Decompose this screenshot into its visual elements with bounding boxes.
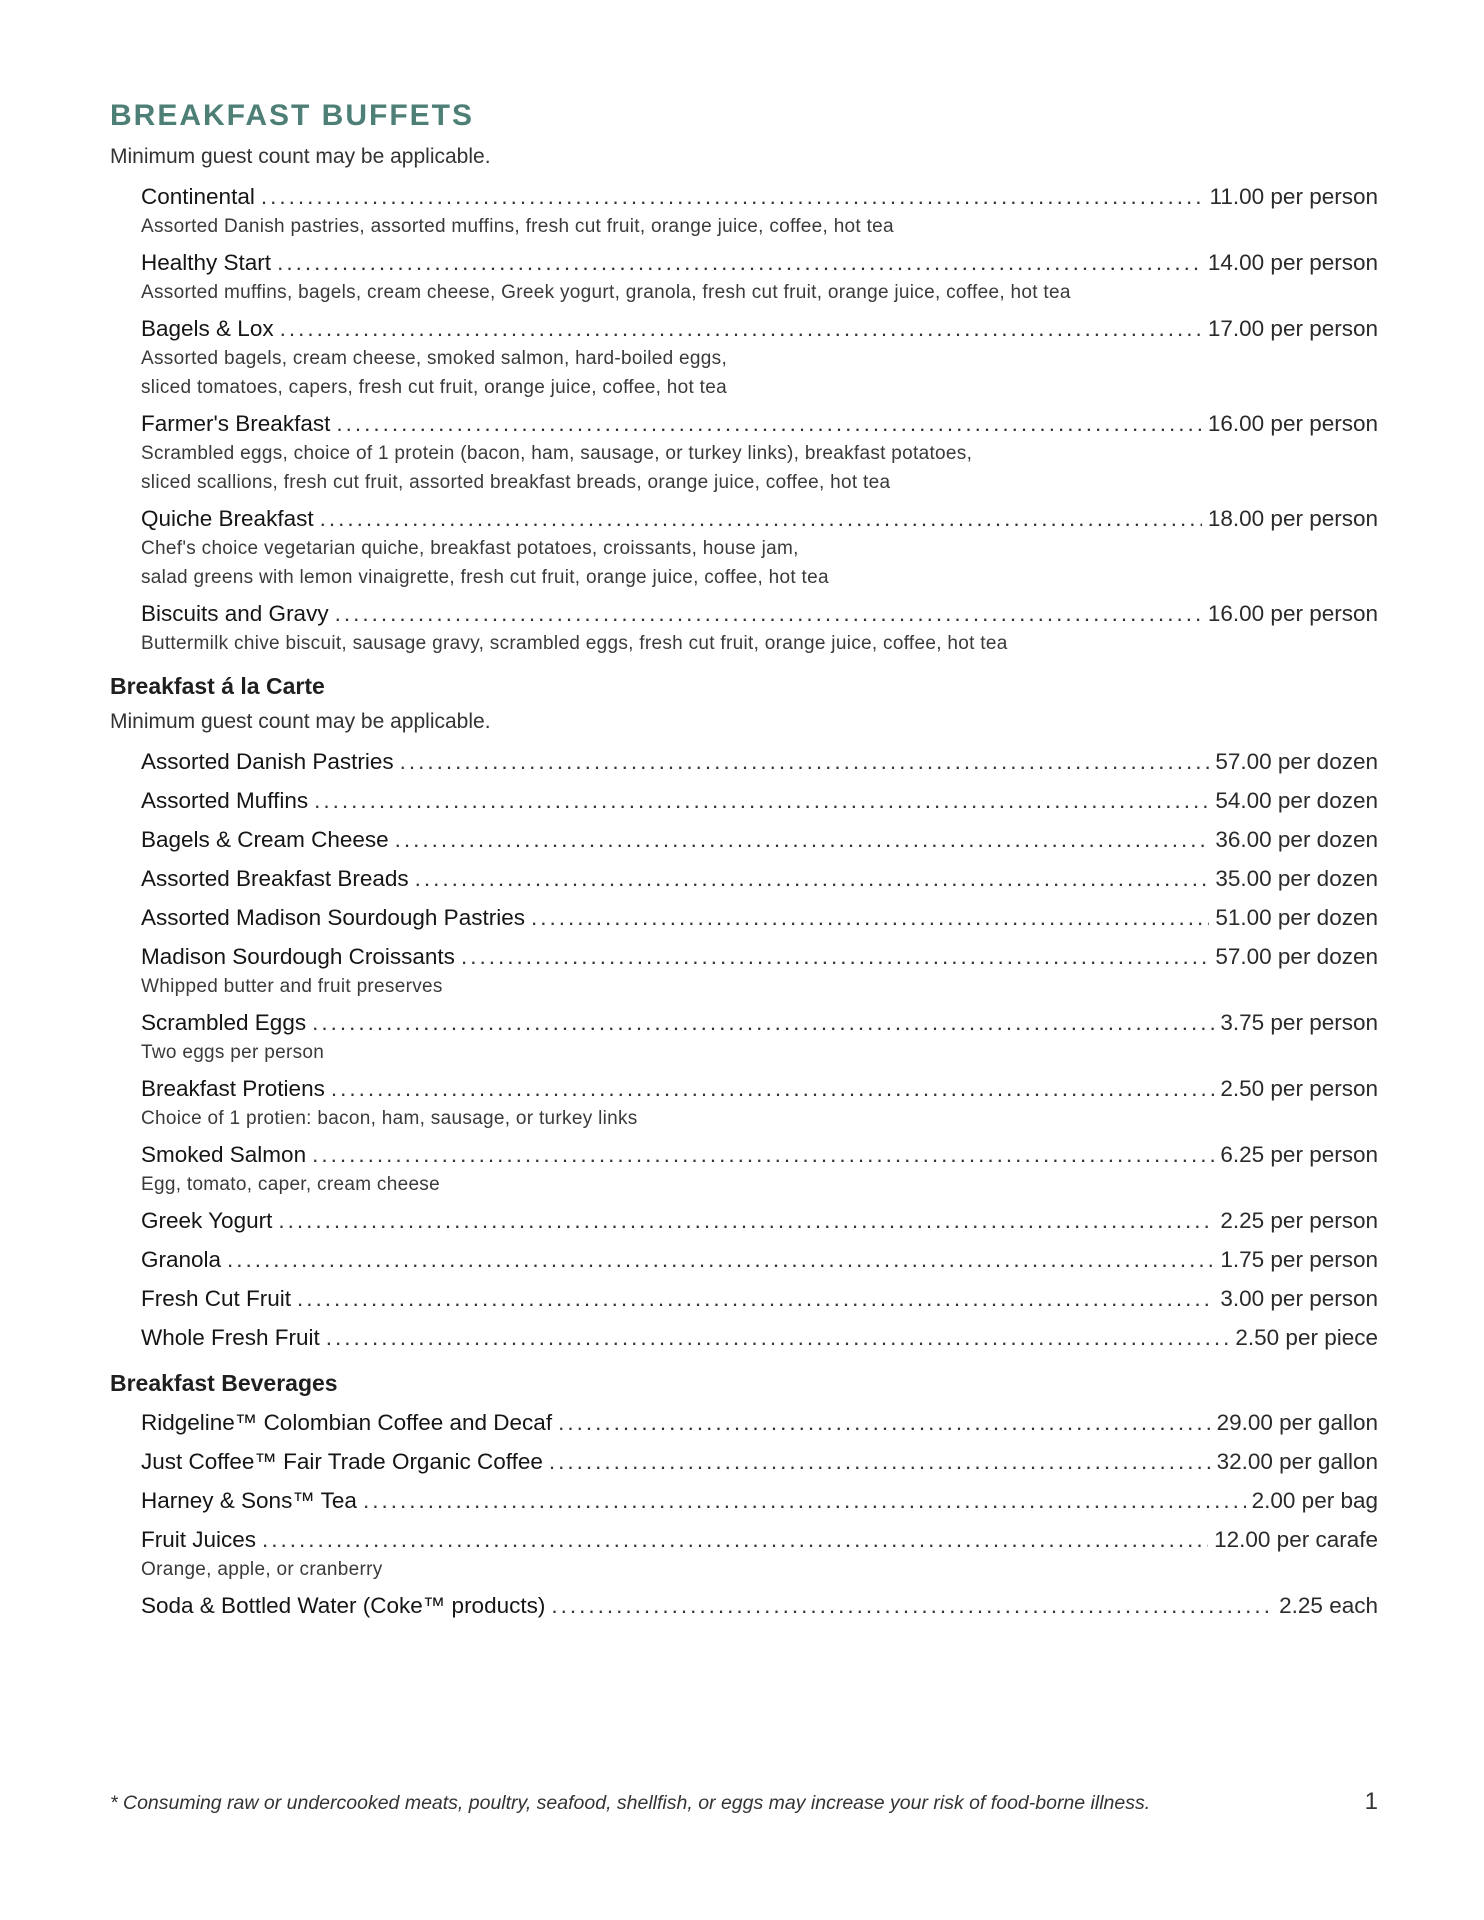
menu-item-price: 51.00 per dozen: [1215, 905, 1378, 930]
menu-item: [141, 500, 1378, 593]
menu-item-row: [141, 1443, 1378, 1480]
menu-item: [141, 1241, 1378, 1278]
menu-item: [141, 938, 1378, 1002]
dot-leader: [331, 1070, 1215, 1107]
dot-leader: [336, 405, 1202, 442]
menu-item-name: Bagels & Lox: [141, 316, 274, 341]
menu-item-row: [141, 782, 1378, 819]
menu-item-price: 3.75 per person: [1220, 1010, 1378, 1035]
menu-item-description: salad greens with lemon vinaigrette, fresh cut fruit, orange juice, coffee, hot tea: [141, 567, 829, 588]
dot-leader: [549, 1443, 1211, 1480]
page-number: 1: [1364, 1788, 1378, 1815]
dot-leader: [261, 178, 1204, 215]
beverages-section: [110, 1366, 1378, 1624]
menu-item: [141, 743, 1378, 780]
dot-leader: [312, 1136, 1214, 1173]
menu-item-description: sliced scallions, fresh cut fruit, assorted breakfast breads, orange juice, coffee, hot tea: [141, 472, 891, 493]
menu-item-price: 14.00 per person: [1207, 250, 1378, 275]
menu-item-description: Egg, tomato, caper, cream cheese: [141, 1174, 440, 1195]
menu-item-price: 2.25 per person: [1220, 1208, 1378, 1233]
menu-item-price: 35.00 per dozen: [1215, 866, 1378, 891]
menu-item: [141, 899, 1378, 936]
menu-item-name: Granola: [141, 1247, 222, 1272]
menu-item-price: 36.00 per dozen: [1215, 827, 1378, 852]
buffets-items: [110, 178, 1378, 659]
menu-item-description: Two eggs per person: [141, 1042, 325, 1063]
menu-item-name: Ridgeline™ Colombian Coffee and Decaf: [141, 1410, 553, 1435]
menu-item-name: Bagels & Cream Cheese: [141, 827, 389, 852]
menu-item-row: [141, 1521, 1378, 1558]
menu-item-row: [141, 178, 1378, 215]
dot-leader: [415, 860, 1210, 897]
menu-item-name: Harney & Sons™ Tea: [141, 1488, 357, 1513]
menu-item-price: 54.00 per dozen: [1215, 788, 1378, 813]
dot-leader: [280, 310, 1202, 347]
menu-item-row: [141, 405, 1378, 442]
alacarte-title: Breakfast á la Carte: [110, 673, 325, 699]
menu-item-description: Orange, apple, or cranberry: [141, 1559, 383, 1580]
menu-item-row: [141, 821, 1378, 858]
menu-item-description: Assorted Danish pastries, assorted muffins, fresh cut fruit, orange juice, coffee, hot tea: [141, 216, 894, 237]
menu-item-price: 11.00 per person: [1209, 184, 1378, 209]
menu-item-price: 3.00 per person: [1220, 1286, 1378, 1311]
menu-item: [141, 1070, 1378, 1134]
dot-leader: [461, 938, 1209, 975]
page-footer: [110, 1788, 1378, 1816]
menu-item-name: Fresh Cut Fruit: [141, 1286, 292, 1311]
menu-item: [141, 1587, 1378, 1624]
menu-item-name: Greek Yogurt: [141, 1208, 273, 1233]
menu-item-row: [141, 1404, 1378, 1441]
menu-item-name: Whole Fresh Fruit: [141, 1325, 320, 1350]
menu-item: [141, 595, 1378, 659]
menu-item-description: Chef's choice vegetarian quiche, breakfast potatoes, croissants, house jam,: [141, 538, 799, 559]
beverages-title: Breakfast Beverages: [110, 1370, 338, 1396]
beverages-items: [110, 1404, 1378, 1624]
menu-item-row: [141, 860, 1378, 897]
menu-item-price: 1.75 per person: [1220, 1247, 1378, 1272]
menu-item-name: Scrambled Eggs: [141, 1010, 307, 1035]
breakfast-buffets-title: BREAKFAST BUFFETS: [110, 99, 474, 132]
menu-item-name: Assorted Breakfast Breads: [141, 866, 409, 891]
menu-item-price: 17.00 per person: [1207, 316, 1378, 341]
food-safety-disclaimer: * Consuming raw or undercooked meats, poultry, seafood, shellfish, or eggs may increase your risk of food-borne illness.: [110, 1792, 1151, 1814]
dot-leader: [227, 1241, 1214, 1278]
menu-item-row: [141, 1136, 1378, 1173]
menu-item: [141, 244, 1378, 308]
menu-item-name: Madison Sourdough Croissants: [141, 944, 455, 969]
menu-item-name: Just Coffee™ Fair Trade Organic Coffee: [141, 1449, 543, 1474]
dot-leader: [278, 1202, 1214, 1239]
menu-item-description: Assorted bagels, cream cheese, smoked salmon, hard-boiled eggs,: [141, 348, 728, 369]
menu-item-row: [141, 938, 1378, 975]
menu-item-name: Farmer's Breakfast: [141, 411, 331, 436]
dot-leader: [395, 821, 1210, 858]
menu-item-price: 57.00 per dozen: [1215, 749, 1378, 774]
menu-item-name: Quiche Breakfast: [141, 506, 314, 531]
menu-item-description: sliced tomatoes, capers, fresh cut fruit, orange juice, coffee, hot tea: [141, 377, 727, 398]
dot-leader: [297, 1280, 1214, 1317]
menu-item-description: Choice of 1 protien: bacon, ham, sausage, or turkey links: [141, 1108, 638, 1129]
buffets-note: Minimum guest count may be applicable.: [110, 145, 491, 168]
menu-item-row: [141, 244, 1378, 281]
menu-item-row: [141, 1241, 1378, 1278]
menu-item-row: [141, 500, 1378, 537]
menu-item: [141, 1202, 1378, 1239]
menu-item: [141, 1482, 1378, 1519]
menu-item: [141, 1521, 1378, 1585]
dot-leader: [312, 1004, 1214, 1041]
menu-item-name: Assorted Madison Sourdough Pastries: [141, 905, 525, 930]
menu-page: [110, 96, 1378, 1634]
menu-item-row: [141, 595, 1378, 632]
menu-item-price: 2.00 per bag: [1251, 1488, 1378, 1513]
menu-item-row: [141, 310, 1378, 347]
menu-item-price: 2.50 per piece: [1235, 1325, 1378, 1350]
menu-item-row: [141, 1280, 1378, 1317]
menu-item-price: 32.00 per gallon: [1216, 1449, 1378, 1474]
menu-item-price: 57.00 per dozen: [1215, 944, 1378, 969]
menu-item: [141, 1404, 1378, 1441]
menu-item-name: Soda & Bottled Water (Coke™ products): [141, 1593, 546, 1618]
menu-item: [141, 1136, 1378, 1200]
dot-leader: [314, 782, 1209, 819]
dot-leader: [531, 899, 1209, 936]
menu-item-description: Assorted muffins, bagels, cream cheese, Greek yogurt, granola, fresh cut fruit, orange juice, coffee, hot tea: [141, 282, 1071, 303]
menu-item-name: Continental: [141, 184, 255, 209]
menu-item-name: Assorted Danish Pastries: [141, 749, 394, 774]
dot-leader: [262, 1521, 1208, 1558]
menu-item-description: Whipped butter and fruit preserves: [141, 976, 443, 997]
menu-item-price: 2.25 each: [1279, 1593, 1378, 1618]
menu-item: [141, 1280, 1378, 1317]
menu-item-price: 6.25 per person: [1220, 1142, 1378, 1167]
menu-item-price: 2.50 per person: [1220, 1076, 1378, 1101]
menu-item: [141, 178, 1378, 242]
menu-item-price: 16.00 per person: [1207, 601, 1378, 626]
menu-item-name: Breakfast Protiens: [141, 1076, 325, 1101]
menu-item-price: 12.00 per carafe: [1214, 1527, 1378, 1552]
dot-leader: [400, 743, 1210, 780]
menu-item-name: Biscuits and Gravy: [141, 601, 329, 626]
dot-leader: [335, 595, 1202, 632]
menu-item-row: [141, 1482, 1378, 1519]
menu-item-description: Scrambled eggs, choice of 1 protein (bacon, ham, sausage, or turkey links), breakfast potatoes,: [141, 443, 973, 464]
dot-leader: [277, 244, 1202, 281]
menu-item: [141, 1319, 1378, 1356]
breakfast-buffets-section: [110, 96, 1378, 659]
dot-leader: [558, 1404, 1211, 1441]
alacarte-items: [110, 743, 1378, 1356]
dot-leader: [551, 1587, 1273, 1624]
menu-item-price: 29.00 per gallon: [1216, 1410, 1378, 1435]
menu-item: [141, 405, 1378, 498]
menu-item-price: 16.00 per person: [1207, 411, 1378, 436]
menu-item: [141, 782, 1378, 819]
menu-item-row: [141, 899, 1378, 936]
menu-item-price: 18.00 per person: [1207, 506, 1378, 531]
menu-item-name: Healthy Start: [141, 250, 272, 275]
menu-item: [141, 860, 1378, 897]
menu-item: [141, 821, 1378, 858]
menu-item-description: Buttermilk chive biscuit, sausage gravy, scrambled eggs, fresh cut fruit, orange juice, coffee, hot tea: [141, 633, 1008, 654]
menu-item-name: Smoked Salmon: [141, 1142, 307, 1167]
menu-item-row: [141, 1319, 1378, 1356]
dot-leader: [326, 1319, 1230, 1356]
menu-item-name: Fruit Juices: [141, 1527, 257, 1552]
menu-item-name: Assorted Muffins: [141, 788, 309, 813]
menu-item-row: [141, 1070, 1378, 1107]
alacarte-section: [110, 669, 1378, 1356]
menu-item-row: [141, 1587, 1378, 1624]
menu-item: [141, 1004, 1378, 1068]
menu-item-row: [141, 1004, 1378, 1041]
menu-item: [141, 310, 1378, 403]
menu-item-row: [141, 1202, 1378, 1239]
menu-item: [141, 1443, 1378, 1480]
dot-leader: [320, 500, 1202, 537]
menu-item-row: [141, 743, 1378, 780]
dot-leader: [363, 1482, 1246, 1519]
alacarte-note: Minimum guest count may be applicable.: [110, 710, 491, 733]
